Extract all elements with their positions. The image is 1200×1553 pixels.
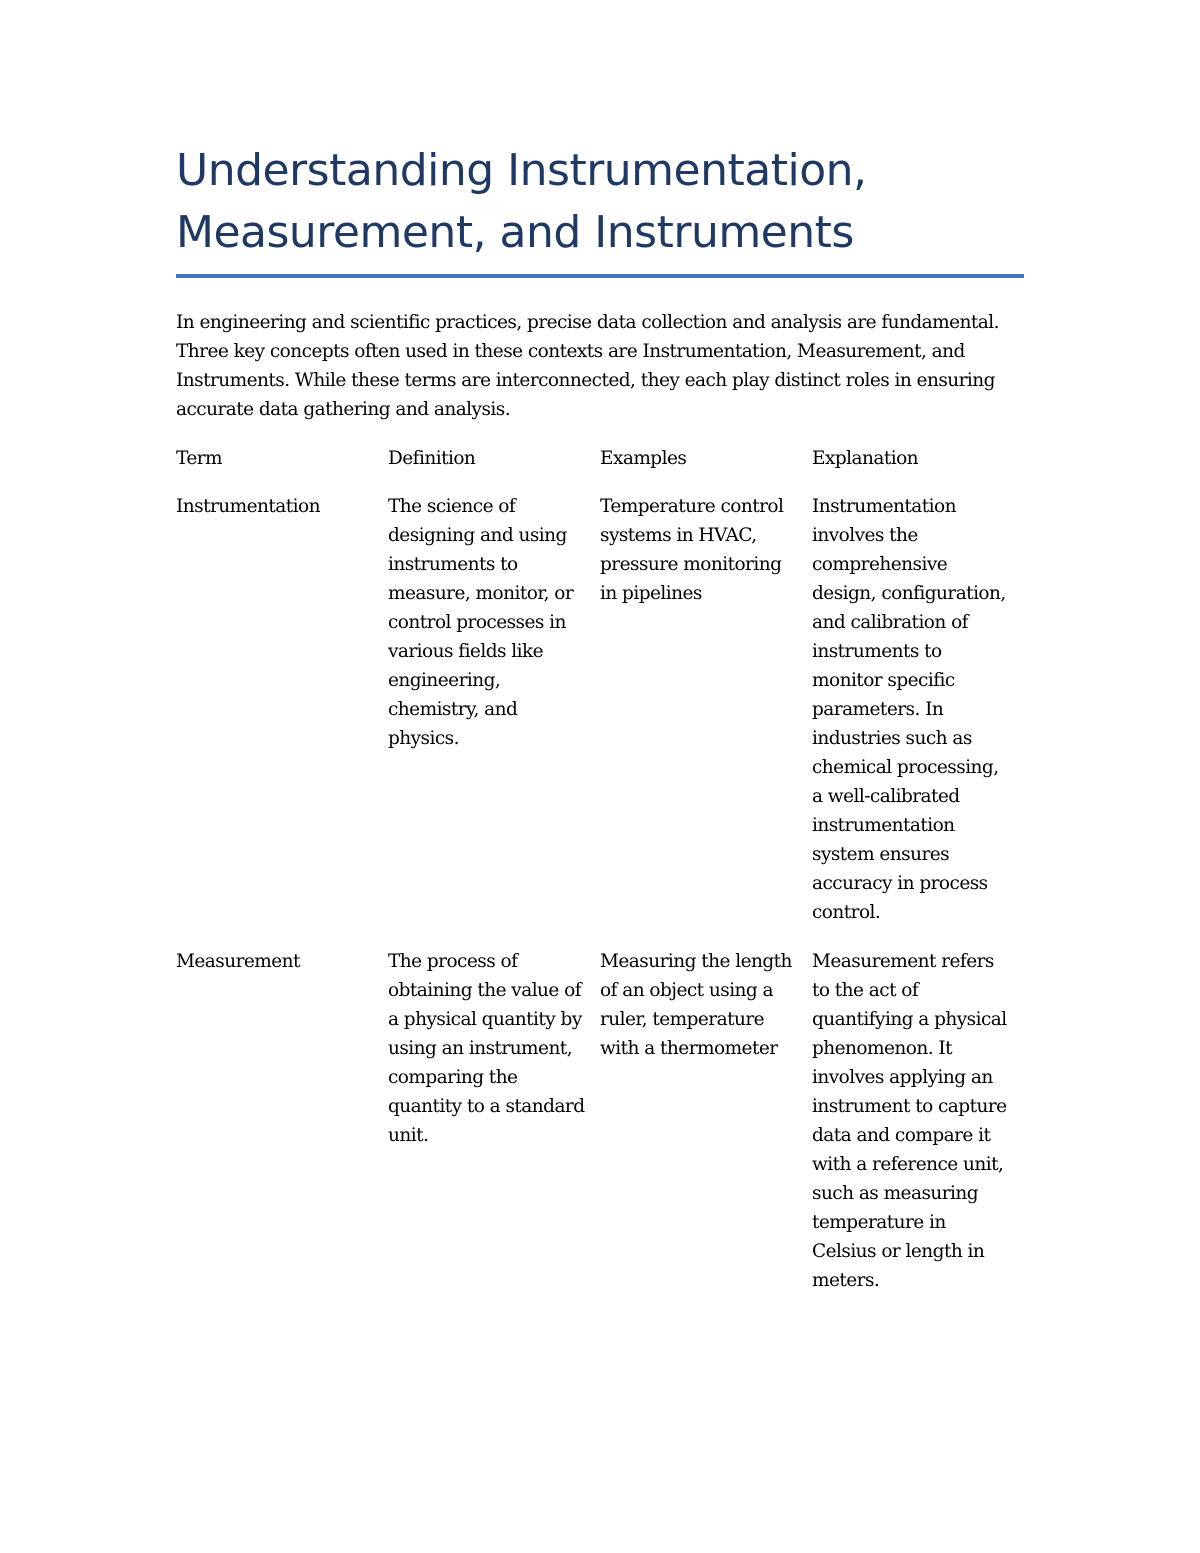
cell-definition: The science of designing and using instruments to measure, monitor, or control processes in various fields like engineering, chemistry, and physics. [388, 496, 574, 749]
header-explanation: Explanation [812, 448, 919, 469]
cell-term: Measurement [176, 951, 300, 972]
title-line-1: Understanding Instrumentation, [176, 145, 867, 196]
terms-table [176, 444, 1024, 1315]
table-row [176, 492, 1024, 947]
cell-explanation: Measurement refers to the act of quantifying a physical phenomenon. It involves applying an instrument to capture data and compare it with a reference unit, such as measuring temperature in Celsius or length in meters. [812, 951, 1007, 1291]
cell-explanation: Instrumentation involves the comprehensive design, configuration, and calibration of instruments to monitor specific parameters. In industries such as chemical processing, a well-calibrated instrumentation system ensures accuracy in process control. [812, 496, 1006, 923]
table-header-row [176, 444, 1024, 492]
cell-examples: Temperature control systems in HVAC, pressure monitoring in pipelines [600, 496, 784, 604]
header-examples: Examples [600, 448, 687, 469]
title-line-2: Measurement, and Instruments [176, 207, 854, 258]
header-term: Term [176, 448, 223, 469]
intro-paragraph: In engineering and scientific practices, precise data collection and analysis are fundamental. Three key concepts often used in these contexts are Instrumentation, Measurement, and Instruments. While these terms are interconnected, they each play distinct roles in ensuring accurate data gathering and analysis. [176, 312, 999, 420]
title-underline-rule [176, 274, 1024, 278]
cell-examples: Measuring the length of an object using a ruler, temperature with a thermometer [600, 951, 792, 1059]
header-definition: Definition [388, 448, 476, 469]
cell-term: Instrumentation [176, 496, 320, 517]
document-title [176, 140, 1024, 264]
cell-definition: The process of obtaining the value of a physical quantity by using an instrument, comparing the quantity to a standard unit. [388, 951, 585, 1146]
table-row [176, 947, 1024, 1315]
document-page [176, 140, 1024, 1315]
